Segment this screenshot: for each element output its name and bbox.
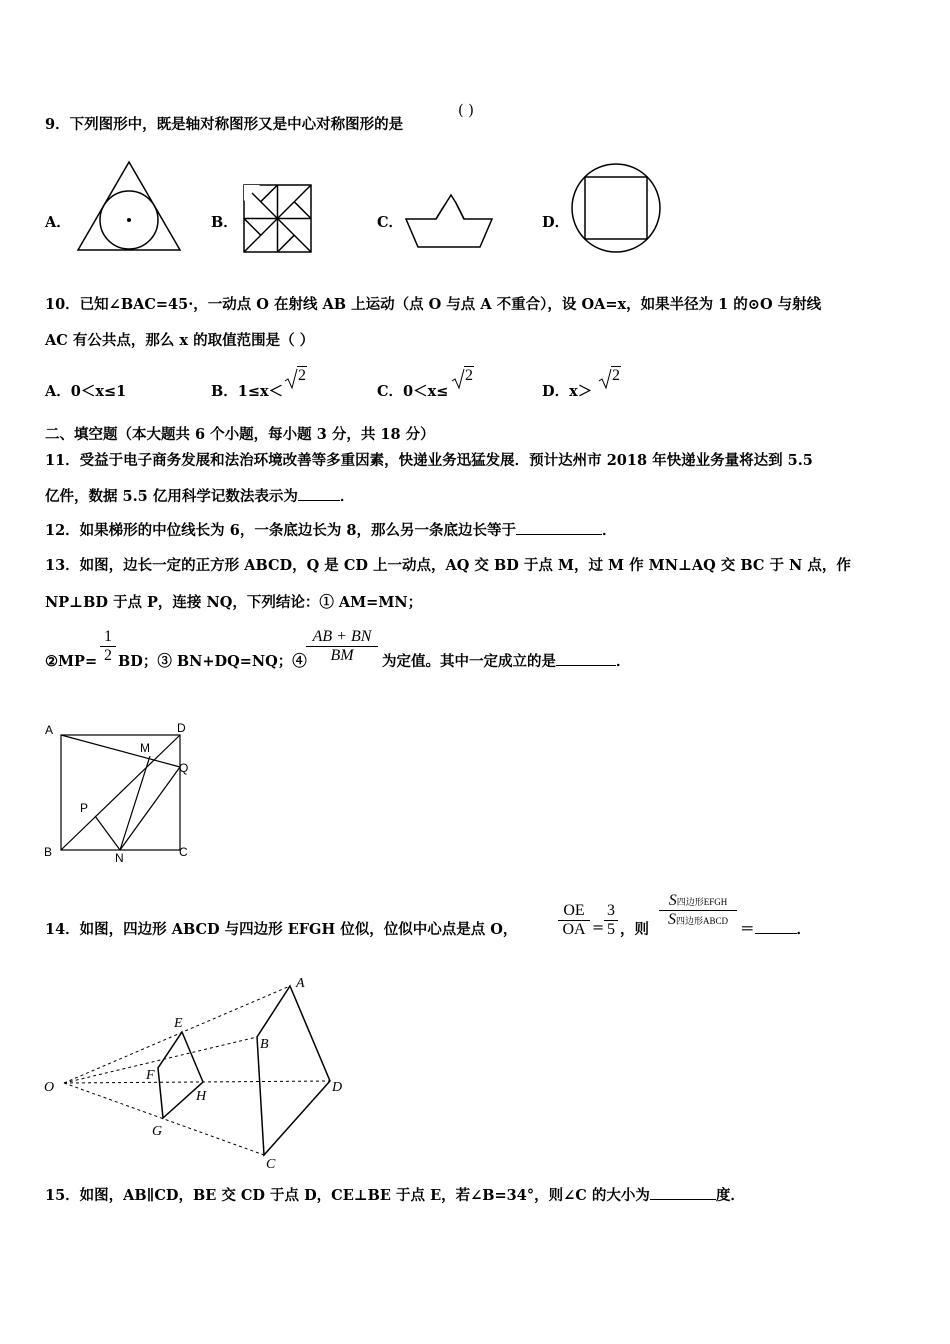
q9-figure-b-pinwheel [243,184,313,254]
q14-eq: = [592,920,605,936]
q10-option-d: D．x＞ [542,383,593,400]
q14-stem: 14．如图，四边形 ABCD 与四边形 EFGH 位似，位似中心点是点 O， [45,921,518,938]
q14-label-f: F [146,1068,155,1083]
q14-then: ，则 [620,921,649,938]
q9-answer-paren: ( ) [458,103,474,119]
q14-label-c: C [266,1157,276,1172]
q13-label-c: C [179,845,188,859]
q10-line2: AC 有公共点，那么 x 的取值范围是（ ） [45,332,315,349]
q9-option-c-label: C． [377,214,404,231]
q11-line1: 11．受益于电子商务发展和法治环境改善等多重因素，快递业务迅猛发展．预计达州市 2018 年快递业务量将达到 5.5 [45,452,813,469]
sqrt-sign-icon [451,368,465,390]
q14-label-g: G [152,1124,163,1139]
section-heading: 二、填空题（本大题共 6 个小题，每小题 3 分，共 18 分） [45,426,435,443]
q14-area-ratio: S四边形EFGH S四边形ABCD [659,892,737,929]
q14-label-a: A [296,976,305,991]
q13-ratio-fraction: AB + BN BM [306,628,378,665]
q9-figure-a-triangle-circle [76,160,182,252]
q13-part-a: ②MP= [45,653,98,670]
q10-line1: 10．已知∠BAC=45·，一动点 O 在射线 AB 上运动（点 O 与点 A 不重合），设 OA=x，如果半径为 1 的⊙O 与射线 [45,296,822,313]
q9-option-d-label: D． [542,214,570,231]
q9-figure-c-boat [404,193,494,249]
q10-option-c: C．0＜x≤ [377,383,449,400]
q14-label-o: O [44,1080,55,1095]
sqrt-sign-icon [598,368,612,390]
sqrt-sign-icon [284,368,298,390]
q13-square-figure [40,720,200,866]
q13-half-fraction: 1 2 [100,628,116,665]
q9-option-b-label: B． [211,214,238,231]
q13-label-p: P [80,801,89,815]
q13-answer-blank[interactable] [556,665,616,666]
q14-label-h: H [196,1089,207,1104]
q10-option-b: B．1≤x＜ [211,383,284,400]
q13-line2: NP⊥BD 于点 P，连接 NQ，下列结论：① AM=MN； [45,594,423,611]
q11-line2: 亿件，数据 5.5 亿用科学记数法表示为 ． [45,488,355,505]
q14-value-fraction: 3 5 [604,902,618,939]
q13-part-c: 为定值。其中一定成立的是 ． [382,653,631,670]
q14-oe-oa-fraction: OE OA [558,902,590,939]
q12-line: 12．如果梯形的中位线长为 6，一条底边长为 8，那么另一条底边长等于 ． [45,522,617,539]
q12-answer-blank[interactable] [516,534,602,535]
q14-equals-blank: ＝ ． [740,921,811,938]
q14-label-d: D [332,1080,343,1095]
q9-stem: 9．下列图形中，既是轴对称图形又是中心对称图形的是 [45,116,404,133]
q15-answer-blank[interactable] [650,1199,716,1200]
q14-answer-blank[interactable] [755,933,797,934]
q13-label-b: B [44,845,53,859]
q14-label-b: B [260,1037,269,1052]
q14-label-e: E [174,1016,183,1031]
q13-label-n: N [115,851,124,865]
q13-label-a: A [45,723,54,737]
q13-part-b: BD；③ BN+DQ=NQ；④ [118,653,307,670]
q11-answer-blank[interactable] [298,500,340,501]
q10-option-a: A．0＜x≤1 [45,383,127,400]
q15-line: 15．如图，AB∥CD，BE 交 CD 于点 D，CE⊥BE 于点 E，若∠B=34°，则∠C 的大小为 度． [45,1187,745,1204]
q14-homothety-figure [40,975,350,1175]
q13-label-m: M [140,741,150,755]
q13-label-d: D [177,721,186,735]
q9-figure-d-circle-square [570,162,662,254]
q9-option-a-label: A． [45,214,71,231]
q13-label-q: Q [179,761,189,775]
q13-line1: 13．如图，边长一定的正方形 ABCD，Q 是 CD 上一动点，AQ 交 BD 于点 M，过 M 作 MN⊥AQ 交 BC 于 N 点，作 [45,557,851,574]
